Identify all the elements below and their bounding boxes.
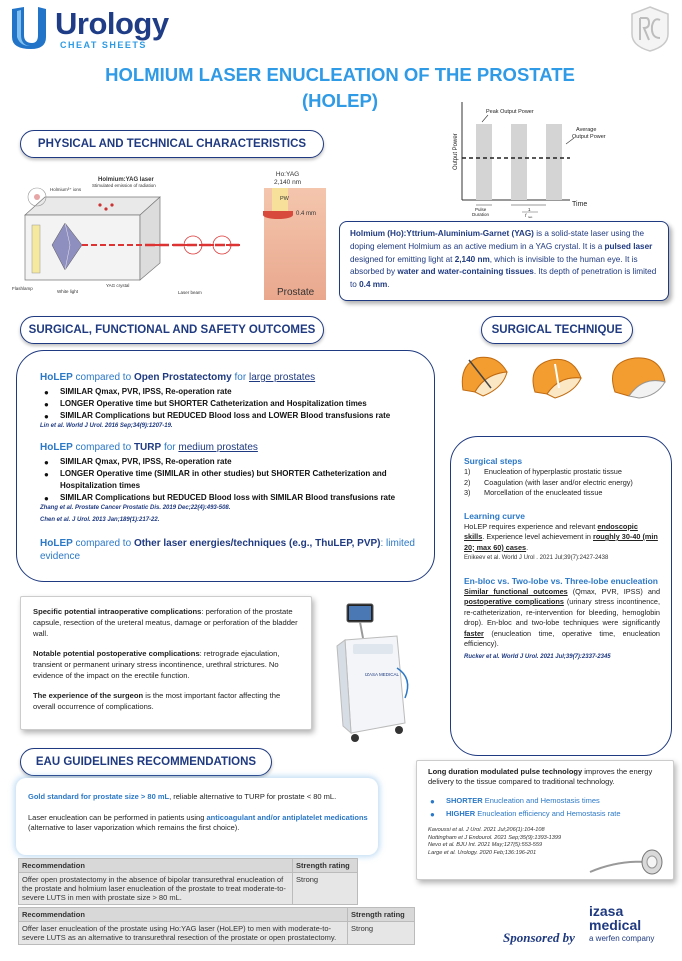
svg-text:1: 1 <box>528 207 531 212</box>
comparison-open-list <box>40 386 425 421</box>
list-item: 1) Enucleation of hyperplastic prostatic tissue <box>464 467 622 476</box>
penetration-zone <box>263 211 293 219</box>
intraoperative-complications: Specific potential intraoperative complications: perforation of the prostate capsule, resection of the ureteral meatus, damage or perforation of the bladder wall. <box>33 607 298 638</box>
comparison-other-heading: HoLEP compared to Other laser energies/techniques (e.g., ThuLEP, PVP): limited evidence <box>40 537 415 562</box>
svg-text:Average: Average <box>576 127 597 133</box>
prostate-label: Prostate <box>277 287 315 298</box>
reference: Rucker et al. World J Urol. 2021 Jul;39(7):2337-2345 <box>464 653 611 660</box>
table-header-row <box>19 908 415 922</box>
gold-standard-text: Gold standard for prostate size > 80 mL, reliable alternative to TURP for prostate < 80 mL. <box>28 792 337 801</box>
section-outcomes-heading: SURGICAL, FUNCTIONAL AND SAFETY OUTCOMES <box>20 316 324 344</box>
table-cell: Offer open prostatectomy in the absence of bipolar transurethral enucleation of the prostate and holmium laser enucleation of the prostate to treat moderate-to-severe LUTS in men with prostate size > 80 mL. <box>19 873 293 905</box>
table-row <box>19 873 358 905</box>
recommendation-table-1 <box>18 858 358 905</box>
svg-text:Laser beam: Laser beam <box>178 290 202 295</box>
list-item: ● SIMILAR Qmax, PVR, IPSS, Re-operation rate <box>60 456 425 468</box>
pulse-bar <box>546 124 562 200</box>
reference: Chen et al. J Urol. 2013 Jan;189(1):217-22. <box>40 517 160 524</box>
eau-summary <box>28 792 373 834</box>
reference: Lin et al. World J Urol. 2016 Sep;34(9):1207-19. <box>40 423 173 430</box>
reference: Nevo et al. BJU Int. 2021 May;127(5):553-559 <box>428 842 543 849</box>
pulse-bar <box>476 124 492 200</box>
outcomes-content <box>40 371 425 563</box>
svg-text:Pulse: Pulse <box>475 207 487 212</box>
reference: Nottingham et J Endourol. 2021 Sep;35(9):1393-1399 <box>428 834 562 841</box>
svg-text:White light: White light <box>57 289 79 294</box>
svg-text:Duration: Duration <box>472 212 490 217</box>
enbloc-title: En-bloc vs. Two-lobe vs. Three-lobe enucleation <box>464 575 658 586</box>
table-cell: Offer laser enucleation of the prostate using Ho:YAG laser (HoLEP) to men with moderate-to-severe LUTS as an alternative to transurethral resection of the prostate or open prostatectomy. <box>19 922 348 945</box>
list-item: ● SHORTER Enucleation and Hemostasis times <box>446 796 663 806</box>
complications-content <box>33 606 301 712</box>
holmium-description: Holmium (Ho):Yttrium-Aluminium-Garnet (YAG) is a solid-state laser using the doping element Holmium as an active medium in a YAG crystal. It is a pulsed laser designed for emitting light at 2,140 nm, which is invisible to the human eye. It is absorbed by water and water-containing tissues. Its depth of penetration is limited to 0.4 mm. <box>350 229 657 290</box>
wavelength-label: Ho:YAG 2,140 nm <box>274 171 302 186</box>
section-technique-heading: SURGICAL TECHNIQUE <box>481 316 633 344</box>
learning-curve-title: Learning curve <box>464 510 525 521</box>
table-header-row <box>19 859 358 873</box>
svg-text:f: f <box>525 213 527 218</box>
svg-text:Holmium³⁺ ions: Holmium³⁺ ions <box>50 187 82 192</box>
section-physical-heading: PHYSICAL AND TECHNICAL CHARACTERISTICS <box>20 130 324 158</box>
pulse-technology-intro: Long duration modulated pulse technology improves the energy delivery to the tissue compared to traditional technology. <box>428 767 653 787</box>
table-row <box>19 922 415 945</box>
svg-text:Peak Output Power: Peak Output Power <box>486 109 534 115</box>
pulse-power-chart <box>448 100 618 218</box>
surgical-steps-title: Surgical steps <box>464 456 523 466</box>
table-header: Recommendation <box>19 908 348 922</box>
pulse-technology-list <box>428 796 663 820</box>
pulse-bar <box>511 124 527 200</box>
list-item: ● LONGER Operative time but SHORTER Catheterization and Hospitalization times <box>60 398 425 410</box>
reference: Large et al. Urology. 2020 Feb;136:196-201 <box>428 849 537 856</box>
society-emblem-icon <box>630 6 670 52</box>
urology-logo-icon <box>10 5 48 51</box>
surgeon-experience: The experience of the surgeon is the most important factor affecting the overall occurrence of complications. <box>33 691 281 711</box>
list-item: ● SIMILAR Complications but REDUCED Blood loss with SIMILAR Blood transfusions rate <box>60 492 425 504</box>
table-header: Strength rating <box>348 908 415 922</box>
table-header: Strength rating <box>293 859 358 873</box>
table-cell: Strong <box>348 922 415 945</box>
comparison-open-heading: HoLEP compared to Open Prostatectomy for large prostates <box>40 372 316 383</box>
list-item: ● SIMILAR Complications but REDUCED Blood loss and LOWER Blood transfusions rate <box>60 410 425 422</box>
laser-diagram-title: Holmium:YAG laser <box>98 177 154 183</box>
table-cell: Strong <box>293 873 358 905</box>
svg-text:Output Power: Output Power <box>572 134 606 140</box>
svg-text:IZASA MEDICAL: IZASA MEDICAL <box>365 672 400 677</box>
svg-text:Stimulated emission of radiati: Stimulated emission of radiation <box>92 183 156 188</box>
page-title: HOLMIUM LASER ENUCLEATION OF THE PROSTATE (HOLEP) <box>105 64 575 111</box>
svg-text:Flashlamp: Flashlamp <box>12 286 33 291</box>
comparison-turp-heading: HoLEP compared to TURP for medium prostates <box>40 442 258 454</box>
svg-text:Output Power: Output Power <box>453 133 459 170</box>
laser-device-image <box>325 598 420 750</box>
enbloc-text: Similar functional outcomes (Qmax, PVR, IPSS) and postoperative complications (urinary stress incontinence, re-catheterization, re-intervention for bleeding, hemoglobin drop). En-bloc and two-lobe techniques were significantly faster (enucleation time, operative time, enucleation efficiency). <box>464 586 661 648</box>
comparison-turp-list <box>40 456 425 503</box>
logo-subtitle: CHEAT SHEETS <box>60 40 147 50</box>
learning-curve-text: HoLEP requires experience and relevant endoscopic skills. Experience level achievement in roughly 30-40 (min 20; max 60) cases. <box>464 521 658 552</box>
reference: Enikeev et al. World J Urol . 2021 Jul;39(7):2427-2438 <box>464 555 609 561</box>
logo-title: Urology <box>55 6 169 41</box>
sponsor-label: Sponsored by <box>503 930 575 945</box>
technique-content <box>464 455 660 662</box>
table-header: Recommendation <box>19 859 293 873</box>
reference: Zhang et al. Prostate Cancer Prostatic Dis. 2019 Dec;22(4):493-508. <box>40 505 231 512</box>
list-item: 2) Coagulation (with laser and/or electric energy) <box>464 477 633 487</box>
depth-label: 0.4 mm <box>296 211 317 217</box>
recommendation-table-2 <box>18 907 415 945</box>
svg-text:YAG crystal: YAG crystal <box>106 283 130 288</box>
postoperative-complications: Notable potential postoperative complications: retrograde ejaculation, transient or permanent urinary stress incontinence, urethral strictures. No evidence of the impact on the erectile function. <box>33 649 280 680</box>
section-eau-heading: EAU GUIDELINES RECOMMENDATIONS <box>20 748 272 776</box>
pw-label: PW <box>280 196 289 202</box>
reference: Kavoussi et al. J Urol. 2021 Jul;206(1):104-108 <box>428 827 545 834</box>
surgical-steps-list <box>464 467 660 499</box>
laser-fiber-image <box>588 838 676 888</box>
list-item: 3) Morcellation of the enucleated tissue <box>464 488 603 497</box>
enucleation-technique-illustration <box>455 352 670 400</box>
svg-text:Time: Time <box>572 201 588 208</box>
sponsor-logo: izasa medical a werfen company <box>589 903 655 943</box>
list-item: ● HIGHER Enucleation efficiency and Hemostasis rate <box>446 809 663 819</box>
list-item: ● SIMILAR Qmax, PVR, IPSS, Re-operation rate <box>60 386 425 398</box>
list-item: ● LONGER Operative time (SIMILAR in other studies) but SHORTER Catheterization and Hospitalization times <box>60 468 425 492</box>
anticoagulant-text: Laser enucleation can be performed in patients using anticoagulant and/or antiplatelet medications (alternative to laser vaporization which remains the first choice). <box>28 812 368 832</box>
laser-diagram <box>10 175 255 300</box>
svg-text:rep: rep <box>528 215 533 218</box>
